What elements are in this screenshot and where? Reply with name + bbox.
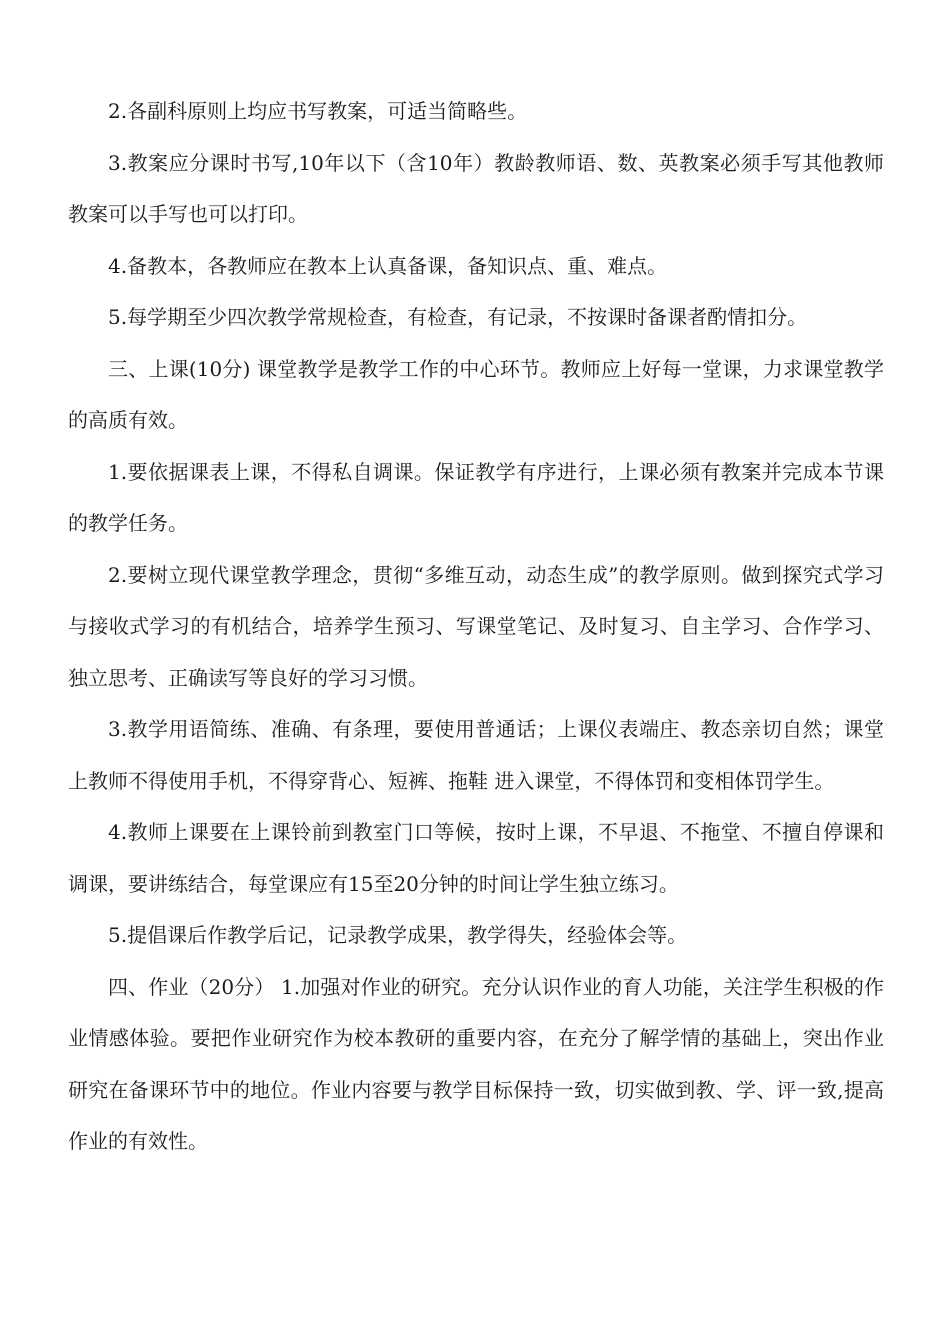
paragraph-5: 三、上课(10分) 课堂教学是教学工作的中心环节。教师应上好每一堂课，力求课堂教学的高质有效。 [68,356,884,432]
document-body [68,86,884,1168]
paragraph-3: 4.备教本，各教师应在教本上认真备课，备知识点、重、难点。 [108,253,668,278]
paragraph-9: 4.教师上课要在上课铃前到教室门口等候，按时上课，不早退、不拖堂、不擅自停课和调课，要讲练结合，每堂课应有15至20分钟的时间让学生独立练习。 [68,820,884,896]
paragraph-1: 2.各副科原则上均应书写教案，可适当简略些。 [108,99,528,123]
paragraph-10: 5.提倡课后作教学后记，记录教学成果，教学得失，经验体会等。 [108,923,688,947]
paragraph-7: 2.要树立现代课堂教学理念，贯彻“多维互动，动态生成”的教学原则。做到探究式学习与接收式学习的有机结合，培养学生预习、写课堂笔记、及时复习、自主学习、合作学习、独立思考、正确读写等良好的学习习惯。 [68,562,884,690]
paragraph-2: 3.教案应分课时书写,10年以下（含10年）教龄教师语、数、英教案必须手写其他教师教案可以手写也可以打印。 [68,150,884,226]
paragraph-8: 3.教学用语简练、准确、有条理，要使用普通话；上课仪表端庄、教态亲切自然；课堂上教师不得使用手机，不得穿背心、短裤、拖鞋 进入课堂，不得体罚和变相体罚学生。 [68,717,884,793]
paragraph-11: 四、作业（20分） 1.加强对作业的研究。充分认识作业的育人功能，关注学生积极的作业情感体验。要把作业研究作为校本教研的重要内容，在充分了解学情的基础上，突出作业研究在备课环节中的地位。作业内容要与教学目标保持一致，切实做到教、学、评一致,提高作业的有效性。 [68,974,884,1153]
paragraph-4: 5.每学期至少四次教学常规检查，有检查，有记录，不按课时备课者酌情扣分。 [108,305,808,329]
paragraph-6: 1.要依据课表上课，不得私自调课。保证教学有序进行，上课必须有教案并完成本节课的教学任务。 [68,459,884,535]
